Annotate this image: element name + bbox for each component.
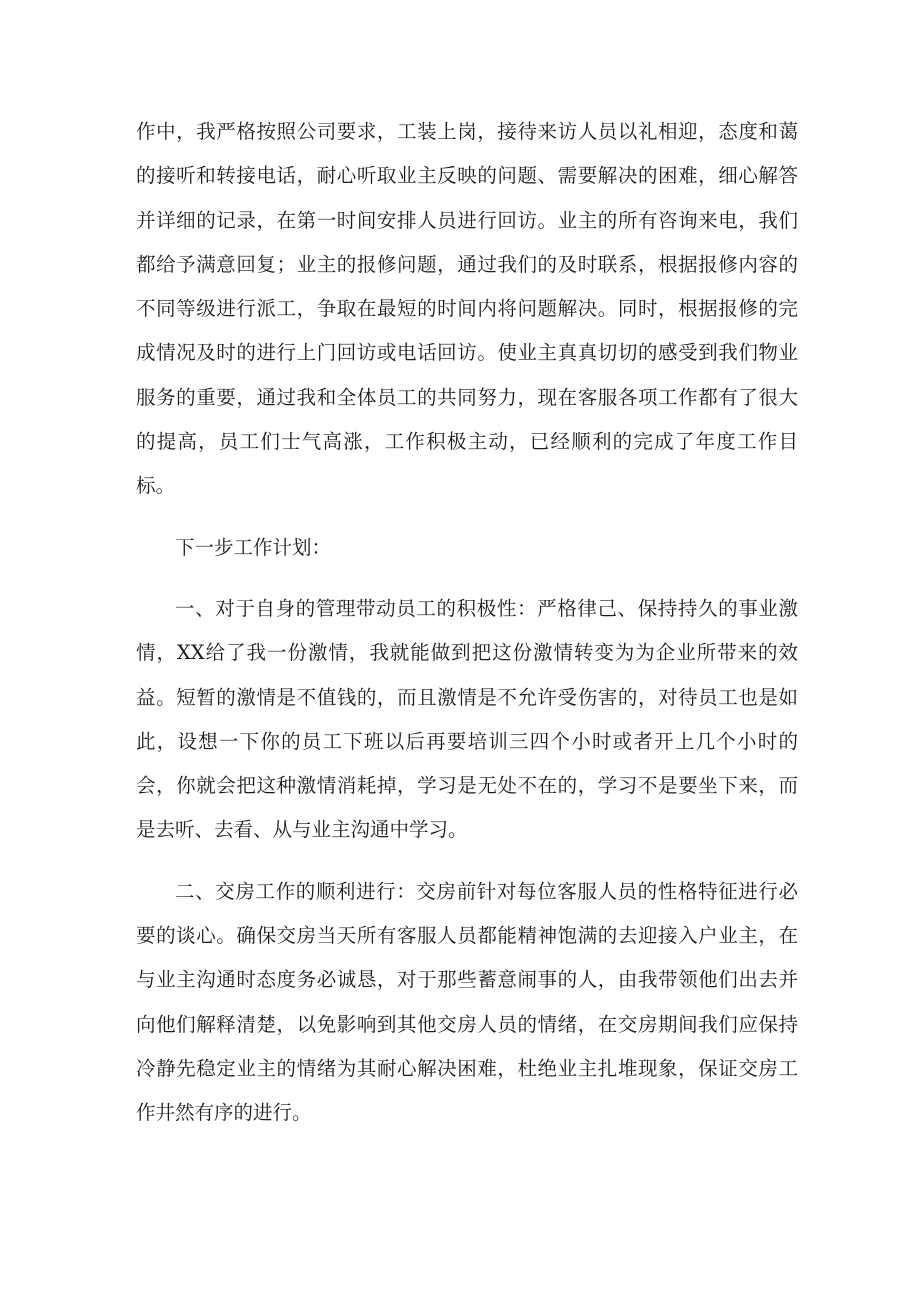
paragraph-plan-item-2: 二、交房工作的顺利进行：交房前针对每位客服人员的性格特征进行必要的谈心。确保交房当天所有客服人员都能精神饱满的去迎接入户业主，在与业主沟通时态度务必诚恳，对于那些蓄意闹事的人，由我带领他们出去并向他们解释清楚，以免影响到其他交房人员的情绪，在交房期间我们应保持冷静先稳定业主的情绪为其耐心解决困难，杜绝业主扎堆现象，保证交房工作井然有序的进行。 <box>136 879 798 1125</box>
paragraph-next-plan-heading: 下一步工作计划： <box>175 535 332 559</box>
paragraph-plan-item-1: 一、对于自身的管理带动员工的积极性：严格律己、保持持久的事业激情，XX给了我一份激情，我就能做到把这份激情转变为为企业所带来的效益。短暂的激情是不值钱的，而且激情是不允许受伤害的，对待员工也是如此，设想一下你的员工下班以后再要培训三四个小时或者开上几个小时的会，你就会把这种激情消耗掉，学习是无处不在的，学习不是要坐下来，而是去听、去看、从与业主沟通中学习。 <box>136 596 798 842</box>
document-body <box>136 110 798 1136</box>
paragraph-work-summary: 作中，我严格按照公司要求，工装上岗，接待来访人员以礼相迎，态度和蔼的接听和转接电话，耐心听取业主反映的问题、需要解决的困难，细心解答并详细的记录，在第一时间安排人员进行回访。业主的所有咨询来电，我们都给予满意回复；业主的报修问题，通过我们的及时联系，根据报修内容的不同等级进行派工，争取在最短的时间内将问题解决。同时，根据报修的完成情况及时的进行上门回访或电话回访。使业主真真切切的感受到我们物业服务的重要，通过我和全体员工的共同努力，现在客服各项工作都有了很大的提高，员工们士气高涨，工作积极主动，已经顺利的完成了年度工作目标。 <box>136 120 798 498</box>
